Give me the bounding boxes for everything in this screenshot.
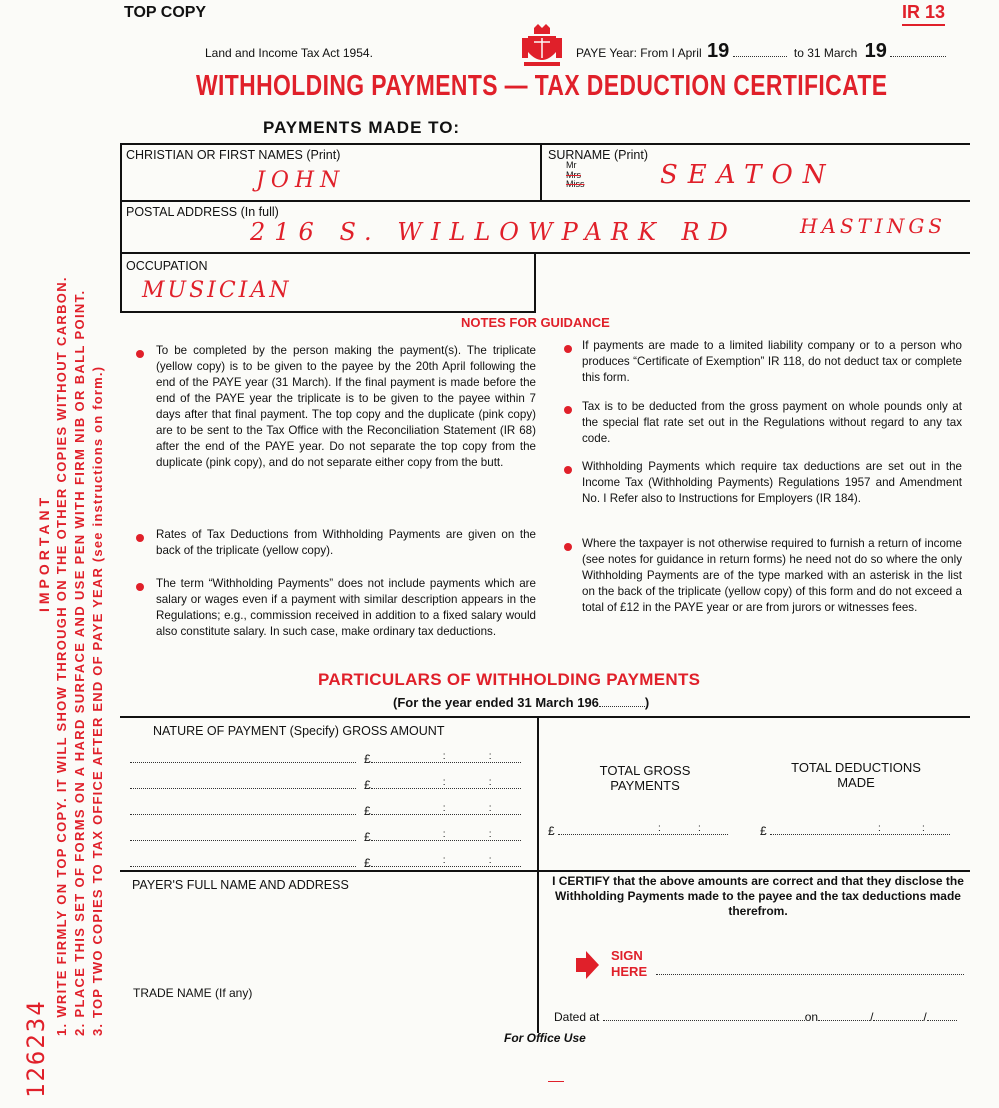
paye-year-mid: to 31 March <box>793 46 858 60</box>
date-month-field[interactable] <box>873 1020 923 1021</box>
bullet-icon <box>136 534 144 542</box>
date-slash: / <box>870 1010 874 1024</box>
date-slash: / <box>923 1010 927 1024</box>
form-title: WITHHOLDING PAYMENTS — TAX DEDUCTION CERTIFICATE <box>196 70 888 102</box>
total-gross-field[interactable]: £ : : <box>548 824 728 838</box>
act-reference: Land and Income Tax Act 1954. <box>205 46 373 60</box>
note-left-2: Rates of Tax Deductions from Withholding Payments are given on the back of the triplicate (yellow copy). <box>156 528 536 557</box>
gross-amount-field[interactable]: : : <box>371 762 521 763</box>
note-left-3: The term “Withholding Payments” does not include payments which are salary or wages even if a payment with similar description appears in the Regulations; e.g., commission received in addition to a fixed salary would also constitute salary. In such case, make ordinary tax deductions. <box>156 577 536 638</box>
trade-name-label: TRADE NAME (If any) <box>133 986 253 1000</box>
bullet-icon <box>136 583 144 591</box>
title-mrs[interactable]: Mrs <box>566 169 581 180</box>
paye-year-prefix: PAYE Year: From I April <box>576 46 702 60</box>
note-right-4: Where the taxpayer is not otherwise required to furnish a return of income (see notes for guidance in return forms) he need not do so where the only Withholding Payments are of the type marked with an asterisk in the list on the back of the triplicate (yellow copy) of this form and do not exceed a total of £12 in the PAYE year or are from jurors or witnesses fees. <box>582 537 962 614</box>
sign-here-label: SIGN HERE <box>611 948 648 979</box>
particulars-heading: PARTICULARS OF WITHHOLDING PAYMENTS <box>318 670 701 689</box>
office-use-label: For Office Use <box>504 1031 586 1045</box>
nature-of-payment-field[interactable] <box>130 866 356 867</box>
total-deductions-field[interactable]: £ : : <box>760 824 950 838</box>
gross-amount-field[interactable]: : : <box>371 814 521 815</box>
side-instruction-3: 3. TOP TWO COPIES TO TAX OFFICE AFTER END OF PAYE YEAR (see instructions on form.) <box>90 365 105 1036</box>
surname-field[interactable]: SEATON <box>660 160 836 190</box>
title-mr[interactable]: Mr <box>566 160 577 170</box>
pound-sign: £ <box>364 830 371 844</box>
title-miss[interactable]: Miss <box>566 179 585 189</box>
notes-heading: NOTES FOR GUIDANCE <box>461 315 610 330</box>
dated-line <box>554 1010 957 1024</box>
side-instruction-2: 2. PLACE THIS SET OF FORMS ON A HARD SURFACE AND USE PEN WITH FIRM NIB OR BALL POINT. <box>72 289 87 1036</box>
pound-sign: £ <box>364 856 371 870</box>
pound-sign: £ <box>760 824 767 838</box>
tick-mark <box>548 1081 564 1082</box>
nature-of-payment-field[interactable] <box>130 814 356 815</box>
signature-field[interactable] <box>656 974 964 975</box>
top-copy-label: TOP COPY <box>124 4 207 21</box>
gross-amount-field[interactable]: : : <box>371 866 521 867</box>
payer-label: PAYER'S FULL NAME AND ADDRESS <box>132 878 349 892</box>
sign-here-arrow-icon <box>574 950 600 985</box>
gross-amount-field[interactable]: : : <box>371 840 521 841</box>
surname-label: SURNAME (Print) <box>548 148 649 162</box>
payment-row <box>130 830 521 844</box>
note-right-2: Tax is to be deducted from the gross payment on whole pounds only at the special flat rate set out in the Regulations without regard to any tax code. <box>582 400 962 445</box>
paye-year-19-start: 19 <box>706 40 730 62</box>
occupation-label: OCCUPATION <box>126 259 208 273</box>
payment-row <box>130 778 521 792</box>
note-right-1: If payments are made to a limited liability company or to a person who produces “Certificate of Exemption” IR 118, do not deduct tax or complete this form. <box>582 339 962 384</box>
postal-address-field-town[interactable]: HASTINGS <box>800 214 947 238</box>
note-right-3: Withholding Payments which require tax deductions are set out in the Income Tax (Withholding Payments) Regulations 1957 and Amendment No. I Refer also to Instructions for Employers (IR 184). <box>582 460 962 505</box>
payments-made-to-heading: PAYMENTS MADE TO: <box>263 118 461 137</box>
side-instruction-1: 1. WRITE FIRMLY ON TOP COPY. IT WILL SHOW THROUGH ON THE OTHER COPIES WITHOUT CARBON. <box>54 276 69 1036</box>
date-day-field[interactable] <box>818 1020 870 1021</box>
form-code: IR 13 <box>902 2 945 26</box>
coat-of-arms-icon <box>520 22 564 70</box>
certify-statement: I CERTIFY that the above amounts are correct and that they disclose the Withholding Payments made to the payee and the tax deductions made therefrom. <box>552 874 964 918</box>
pound-sign: £ <box>364 804 371 818</box>
side-important-heading: IMPORTANT <box>36 493 52 612</box>
paye-year-start-field[interactable] <box>733 56 787 57</box>
nature-of-payment-field[interactable] <box>130 840 356 841</box>
nature-of-payment-field[interactable] <box>130 762 356 763</box>
first-names-field[interactable]: JOHN <box>256 168 346 193</box>
bullet-icon <box>564 543 572 551</box>
serial-number: 126234 <box>22 999 50 1098</box>
pound-sign: £ <box>364 752 371 766</box>
pound-sign: £ <box>548 824 555 838</box>
bullet-icon <box>564 466 572 474</box>
occupation-field[interactable]: MUSICIAN <box>142 278 292 303</box>
gross-amount-field[interactable]: : : <box>371 788 521 789</box>
payment-row <box>130 804 521 818</box>
paye-year-19-end: 19 <box>864 40 887 62</box>
payment-row <box>130 752 521 766</box>
particulars-subheading <box>393 695 649 710</box>
pound-sign: £ <box>364 778 371 792</box>
payment-row <box>130 856 521 870</box>
title-options <box>566 161 585 190</box>
particulars-year-close: ) <box>644 695 650 710</box>
total-gross-label: TOTAL GROSS PAYMENTS <box>599 763 691 793</box>
bullet-icon <box>564 345 572 353</box>
paye-year-end-field[interactable] <box>890 56 946 57</box>
dated-at-field[interactable] <box>603 1020 805 1021</box>
date-year-field[interactable] <box>927 1020 957 1021</box>
particulars-year-field[interactable] <box>599 706 645 707</box>
total-deductions-label: TOTAL DEDUCTIONS MADE <box>791 760 921 790</box>
nature-of-payment-label: NATURE OF PAYMENT (Specify) GROSS AMOUNT <box>153 724 445 738</box>
first-names-label: CHRISTIAN OR FIRST NAMES (Print) <box>126 148 341 162</box>
paye-year-line <box>576 40 946 63</box>
bullet-icon <box>136 350 144 358</box>
nature-of-payment-field[interactable] <box>130 788 356 789</box>
on-label: on <box>804 1010 819 1024</box>
postal-address-label: POSTAL ADDRESS (In full) <box>126 205 279 219</box>
postal-address-field[interactable]: 216 S. WILLOWPARK RD <box>250 218 737 246</box>
particulars-year-label: (For the year ended 31 March 196 <box>393 695 599 710</box>
dated-at-label: Dated at <box>554 1010 600 1024</box>
note-left-1: To be completed by the person making the payment(s). The triplicate (yellow copy) is to be given to the payee by the 20th April following the end of the PAYE year (31 March). If the final payment is made before the end of the PAYE year the triplicate is to be given to the payee within 7 days after that final payment. The top copy and the duplicate (pink copy) are to be sent to the Tax Office with the Reconciliation Statement (IR 68) after the end of the PAYE year. Do not separate the top copy from the duplicate (pink copy), and do not separate either copy from the butt. <box>156 344 536 469</box>
bullet-icon <box>564 406 572 414</box>
